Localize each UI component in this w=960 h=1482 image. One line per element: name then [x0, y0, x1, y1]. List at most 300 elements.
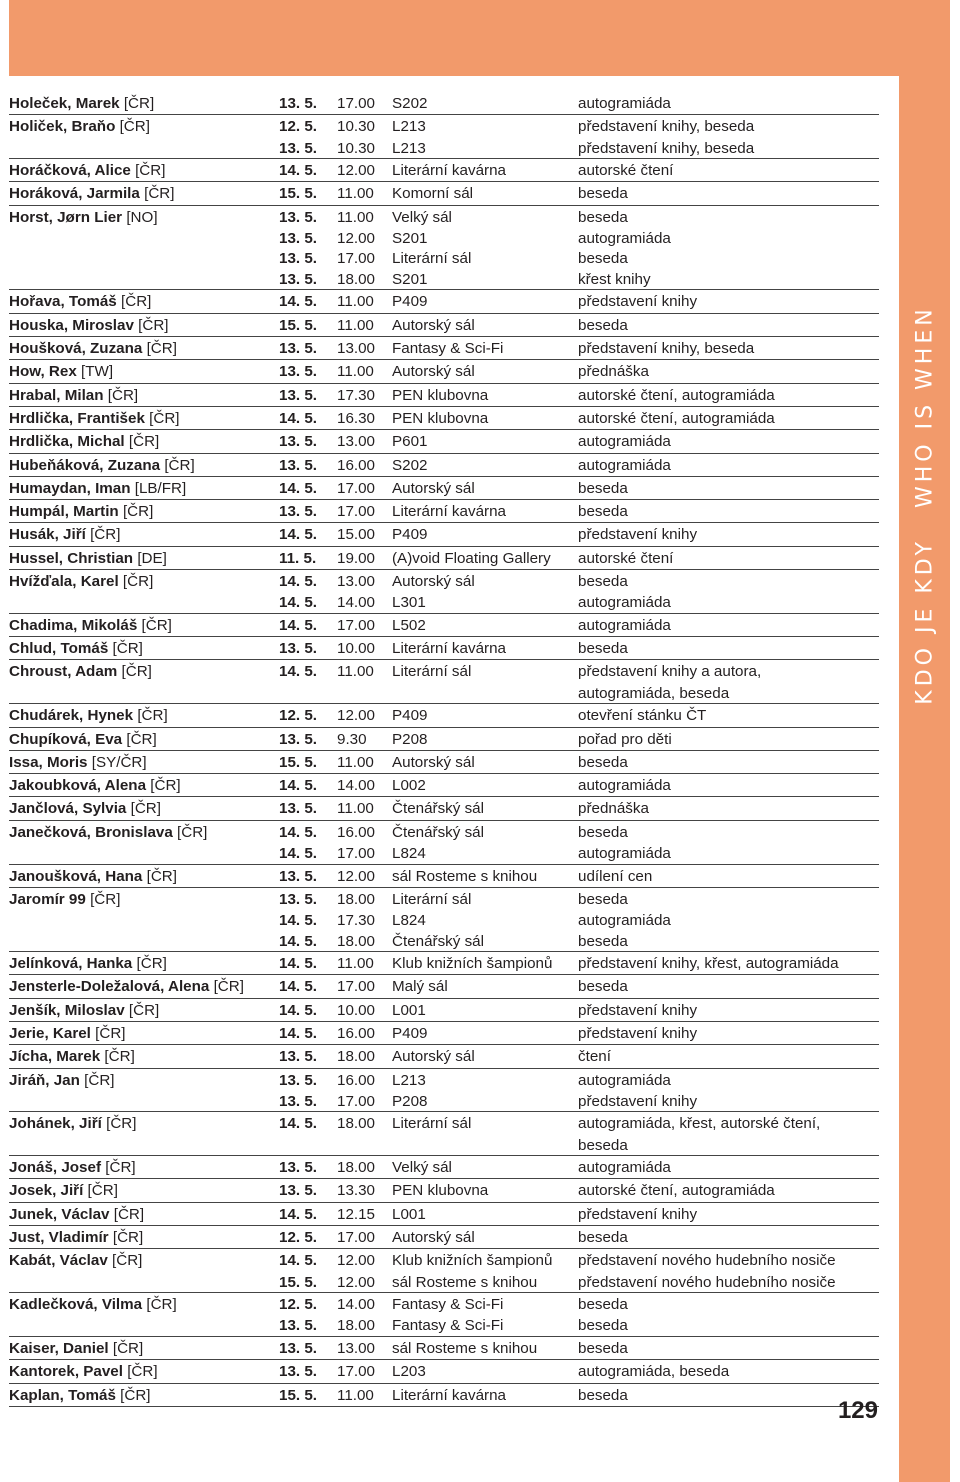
- side-banner: [913, 305, 938, 704]
- person-entry: [9, 206, 879, 291]
- person-name-text: Horáková, Jarmila: [9, 185, 140, 203]
- event-venue: L301: [392, 594, 426, 612]
- event-type: beseda: [578, 1339, 628, 1357]
- event-venue: Literární kavárna: [392, 640, 506, 658]
- event-row: [9, 501, 879, 522]
- person-name: [9, 524, 279, 545]
- person-entry: [9, 314, 879, 337]
- person-name-text: Just, Vladimír: [9, 1229, 109, 1247]
- event-date: 15. 5.: [279, 185, 317, 203]
- event-row: [9, 1227, 879, 1248]
- event-type: autogramiáda: [578, 456, 671, 474]
- person-country: [ČR]: [135, 162, 166, 180]
- person-country: [ČR]: [90, 890, 121, 908]
- event-row: [9, 361, 879, 382]
- event-time: 12.00: [337, 1273, 376, 1291]
- event-type: beseda: [578, 1136, 628, 1154]
- event-venue: P208: [392, 730, 428, 748]
- event-type: beseda: [578, 479, 628, 497]
- event-time: 17.00: [337, 503, 376, 521]
- person-country: [ČR]: [136, 955, 167, 973]
- event-date: 14. 5.: [279, 845, 317, 863]
- event-row: [9, 183, 879, 204]
- person-name: [9, 1091, 279, 1112]
- person-entry: [9, 821, 879, 865]
- event-type: autorské čtení: [578, 549, 674, 567]
- event-date: 14. 5.: [279, 777, 317, 795]
- person-name: [9, 93, 279, 114]
- person-country: [ČR]: [106, 1115, 137, 1133]
- person-entry: [9, 523, 879, 546]
- event-type: představení knihy, křest, autogramiáda: [578, 955, 839, 973]
- event-date: 14. 5.: [279, 663, 317, 681]
- event-venue: Autorský sál: [392, 1048, 475, 1066]
- event-date: 14. 5.: [279, 823, 317, 841]
- person-name: [9, 729, 279, 750]
- person-entry: [9, 570, 879, 614]
- person-name-text: Jenšík, Miloslav: [9, 1001, 125, 1019]
- event-time: 12.00: [337, 229, 376, 247]
- event-venue: Komorní sál: [392, 185, 474, 203]
- event-row: [9, 1070, 879, 1091]
- event-date: 13. 5.: [279, 250, 317, 268]
- event-time: 13.00: [337, 340, 376, 358]
- event-date: 13. 5.: [279, 800, 317, 818]
- person-name-text: Kaplan, Tomáš: [9, 1386, 116, 1404]
- event-type: beseda: [578, 640, 628, 658]
- person-country: [ČR]: [113, 1205, 145, 1223]
- person-country: [ČR]: [119, 118, 150, 136]
- event-row: [9, 338, 879, 359]
- event-venue: L203: [392, 1363, 426, 1381]
- person-country: [ČR]: [104, 1048, 135, 1066]
- event-venue: sál Rosteme s knihou: [392, 1273, 538, 1291]
- person-entry: [9, 999, 879, 1022]
- event-time: 11.00: [337, 208, 374, 226]
- person-name-text: Husák, Jiří: [9, 526, 86, 544]
- person-name: [9, 752, 279, 773]
- event-type: autogramiáda: [578, 95, 671, 112]
- event-date: 13. 5.: [279, 1363, 317, 1381]
- event-time: 12.00: [337, 867, 376, 885]
- event-row: [9, 291, 879, 312]
- person-country: [ČR]: [112, 1229, 144, 1247]
- event-venue: Autorský sál: [392, 1229, 475, 1247]
- person-name: [9, 501, 279, 522]
- person-entry: [9, 975, 879, 998]
- person-name: [9, 910, 279, 931]
- person-entry: [9, 384, 879, 407]
- event-date: 14. 5.: [279, 1025, 317, 1042]
- person-country: [NO]: [126, 208, 158, 226]
- person-name: [9, 248, 279, 269]
- person-name-text: Houska, Miroslav: [9, 316, 134, 334]
- event-type: autogramiáda, křest, autorské čtení,: [578, 1115, 821, 1133]
- event-date: 13. 5.: [279, 229, 317, 247]
- event-venue: Velký sál: [392, 208, 452, 226]
- person-name: [9, 338, 279, 359]
- person-name: [9, 1204, 279, 1225]
- event-date: 13. 5.: [279, 340, 317, 358]
- event-row: [9, 822, 879, 843]
- event-date: 13. 5.: [279, 1182, 317, 1200]
- event-type: autogramiáda: [578, 1071, 671, 1089]
- person-entry: [9, 865, 879, 888]
- event-row: [9, 910, 879, 931]
- person-country: [ČR]: [126, 730, 157, 748]
- event-type: beseda: [578, 890, 628, 908]
- event-venue: Autorský sál: [392, 316, 475, 334]
- person-name-text: Chadima, Mikoláš: [9, 616, 138, 634]
- event-venue: PEN klubovna: [392, 1182, 489, 1200]
- event-row: [9, 1000, 879, 1021]
- event-row: [9, 431, 879, 452]
- person-name: [9, 1180, 279, 1201]
- event-row: [9, 775, 879, 796]
- event-time: 10.30: [337, 139, 376, 157]
- event-row: [9, 705, 879, 726]
- event-date: 14. 5.: [279, 1205, 317, 1223]
- person-name: [9, 431, 279, 452]
- person-country: [ČR]: [164, 456, 195, 474]
- person-name-text: Janoušková, Hana: [9, 867, 143, 885]
- person-entry: [9, 1249, 879, 1293]
- event-row: [9, 976, 879, 997]
- person-country: [SY/ČR]: [91, 753, 147, 771]
- person-name: [9, 592, 279, 613]
- event-date: 13. 5.: [279, 433, 317, 451]
- event-row: [9, 385, 879, 406]
- event-date: 13. 5.: [279, 270, 317, 288]
- event-date: 14. 5.: [279, 573, 317, 591]
- event-type: beseda: [578, 823, 628, 841]
- person-entry: [9, 952, 879, 975]
- event-time: 11.00: [337, 663, 374, 681]
- person-entry: [9, 1360, 879, 1383]
- event-row: [9, 1315, 879, 1336]
- person-name-text: Hussel, Christian: [9, 549, 134, 567]
- event-venue: Literární kavárna: [392, 1386, 506, 1404]
- event-type: beseda: [578, 932, 628, 950]
- person-country: [ČR]: [123, 95, 155, 112]
- event-venue: Čtenářský sál: [392, 932, 485, 950]
- event-date: 13. 5.: [279, 730, 317, 748]
- event-type: autogramiáda: [578, 433, 671, 451]
- event-type: představení nového hudebního nosiče: [578, 1273, 836, 1291]
- person-entry: [9, 1384, 879, 1407]
- event-type: autorské čtení: [578, 162, 674, 180]
- person-name: [9, 291, 279, 312]
- event-date: 12. 5.: [279, 707, 317, 725]
- person-entry: [9, 1069, 879, 1113]
- event-venue: sál Rosteme s knihou: [392, 867, 538, 885]
- event-venue: PEN klubovna: [392, 386, 489, 404]
- person-name-text: Hrabal, Milan: [9, 386, 104, 404]
- event-time: 18.00: [337, 270, 376, 288]
- event-row: [9, 953, 879, 974]
- event-time: 17.30: [337, 912, 376, 930]
- person-country: [ČR]: [107, 386, 139, 404]
- person-country: [ČR]: [149, 409, 180, 427]
- event-time: 18.00: [337, 1048, 376, 1066]
- event-venue: S202: [392, 95, 428, 112]
- event-row: [9, 269, 879, 290]
- event-row: [9, 455, 879, 476]
- event-row: [9, 1180, 879, 1201]
- event-type: představení knihy: [578, 1092, 698, 1110]
- person-entry: [9, 430, 879, 453]
- event-date: 12. 5.: [279, 1229, 317, 1247]
- event-date: 13. 5.: [279, 1339, 317, 1357]
- event-row: [9, 524, 879, 545]
- event-venue: Autorský sál: [392, 479, 475, 497]
- event-date: [279, 1135, 337, 1156]
- person-name-text: Chlud, Tomáš: [9, 640, 109, 658]
- event-type: představení knihy, beseda: [578, 139, 755, 157]
- person-country: [ČR]: [138, 316, 169, 334]
- person-country: [ČR]: [150, 777, 181, 795]
- event-row: [9, 683, 879, 704]
- event-type: beseda: [578, 978, 628, 996]
- person-name-text: Jensterle-Doležalová, Alena: [9, 978, 210, 996]
- event-venue: L213: [392, 139, 426, 157]
- event-time: 11.00: [337, 316, 374, 334]
- person-name-text: Humpál, Martin: [9, 503, 119, 521]
- person-entry: [9, 797, 879, 820]
- event-type: představení knihy, beseda: [578, 340, 755, 358]
- event-time: 13.30: [337, 1182, 376, 1200]
- event-venue: Čtenářský sál: [392, 800, 485, 818]
- event-time: 18.00: [337, 890, 376, 908]
- event-date: 14. 5.: [279, 616, 317, 634]
- event-row: [9, 138, 879, 159]
- event-time: 10.00: [337, 1001, 376, 1019]
- person-country: [TW]: [81, 363, 114, 381]
- person-country: [ČR]: [144, 185, 175, 203]
- event-venue: L824: [392, 845, 426, 863]
- event-time: 16.00: [337, 456, 376, 474]
- event-time: 17.00: [337, 1229, 376, 1247]
- person-name-text: Chudárek, Hynek: [9, 707, 134, 725]
- event-venue: Literární sál: [392, 1115, 472, 1133]
- event-time: 17.00: [337, 95, 376, 112]
- person-entry: [9, 290, 879, 313]
- event-type: přednáška: [578, 363, 649, 381]
- event-time: 13.00: [337, 433, 376, 451]
- event-type: představení nového hudebního nosiče: [578, 1252, 836, 1270]
- person-country: [ČR]: [87, 1182, 118, 1200]
- person-name-text: Janečková, Bronislava: [9, 823, 173, 841]
- person-name-text: Horst, Jørn Lier: [9, 208, 123, 226]
- person-entry: [9, 614, 879, 637]
- person-name: [9, 1250, 279, 1271]
- person-entry: [9, 182, 879, 205]
- person-entry: [9, 1112, 879, 1156]
- person-country: [ČR]: [105, 1159, 136, 1177]
- person-country: [DE]: [137, 549, 167, 567]
- event-row: [9, 638, 879, 659]
- event-time: 11.00: [337, 1386, 374, 1404]
- person-entry: [9, 1226, 879, 1249]
- event-row: [9, 615, 879, 636]
- person-name-text: Humaydan, Iman: [9, 479, 131, 497]
- event-time: 17.00: [337, 479, 376, 497]
- event-time: 17.00: [337, 1363, 376, 1381]
- event-venue: S202: [392, 456, 428, 474]
- event-type: autogramiáda, beseda: [578, 1363, 730, 1381]
- person-name: [9, 705, 279, 726]
- person-name-text: Jelínková, Hanka: [9, 955, 133, 973]
- event-venue: Literární sál: [392, 890, 472, 908]
- event-venue: Literární sál: [392, 663, 472, 681]
- person-name-text: Kaiser, Daniel: [9, 1339, 109, 1357]
- event-venue: P409: [392, 293, 428, 311]
- event-row: [9, 866, 879, 887]
- person-name: [9, 138, 279, 159]
- event-venue: Literární kavárna: [392, 503, 506, 521]
- event-row: [9, 1023, 879, 1044]
- person-country: [ČR]: [122, 503, 154, 521]
- event-row: [9, 478, 879, 499]
- event-date: 14. 5.: [279, 978, 317, 996]
- person-country: [ČR]: [90, 526, 121, 544]
- event-type: udílení cen: [578, 867, 653, 885]
- person-name: [9, 866, 279, 887]
- person-country: [ČR]: [141, 616, 172, 634]
- person-name: [9, 408, 279, 429]
- person-name: [9, 931, 279, 952]
- event-type: beseda: [578, 1229, 628, 1247]
- event-type: autogramiáda: [578, 594, 671, 612]
- person-name: [9, 361, 279, 382]
- person-country: [ČR]: [121, 663, 152, 681]
- event-time: 11.00: [337, 185, 374, 203]
- person-name: [9, 822, 279, 843]
- event-date: 13. 5.: [279, 1159, 317, 1177]
- person-entry: [9, 407, 879, 430]
- event-row: [9, 1361, 879, 1382]
- person-name: [9, 976, 279, 997]
- event-date: 13. 5.: [279, 456, 317, 474]
- event-time: 14.00: [337, 777, 376, 795]
- event-type: beseda: [578, 573, 628, 591]
- person-name: [9, 269, 279, 290]
- event-type: autogramiáda: [578, 1159, 671, 1177]
- event-time: 16.00: [337, 823, 376, 841]
- person-name-text: Jícha, Marek: [9, 1048, 101, 1066]
- event-type: beseda: [578, 1386, 628, 1404]
- side-banner-english: WHO IS WHEN: [912, 305, 938, 509]
- event-row: [9, 592, 879, 613]
- event-venue: [392, 1135, 578, 1156]
- person-name: [9, 889, 279, 910]
- person-country: [ČR]: [120, 1386, 151, 1404]
- event-row: [9, 1294, 879, 1315]
- event-venue: L001: [392, 1001, 426, 1019]
- person-country: [ČR]: [112, 1339, 144, 1357]
- event-time: 11.00: [337, 363, 374, 381]
- person-name: [9, 548, 279, 569]
- event-type: představení knihy: [578, 293, 698, 311]
- person-name: [9, 1315, 279, 1336]
- person-name: [9, 1000, 279, 1021]
- event-date: 12. 5.: [279, 1296, 317, 1314]
- event-time: [337, 1135, 392, 1156]
- event-date: 14. 5.: [279, 526, 317, 544]
- person-entry: [9, 500, 879, 523]
- event-type: autogramiáda: [578, 912, 671, 930]
- event-date: 14. 5.: [279, 479, 317, 497]
- event-type: křest knihy: [578, 270, 651, 288]
- event-venue: Malý sál: [392, 978, 448, 996]
- event-type: představení knihy: [578, 1205, 698, 1223]
- event-date: 13. 5.: [279, 1071, 317, 1089]
- event-time: 16.30: [337, 409, 376, 427]
- person-country: [ČR]: [146, 867, 177, 885]
- person-name-text: Jančlová, Sylvia: [9, 800, 127, 818]
- event-row: [9, 1250, 879, 1271]
- event-row: [9, 1046, 879, 1067]
- event-type: autorské čtení, autogramiáda: [578, 386, 775, 404]
- person-name-text: Jiráň, Jan: [9, 1071, 80, 1089]
- event-time: 12.00: [337, 162, 376, 180]
- side-accent-band: [899, 76, 950, 1482]
- person-name-text: Johánek, Jiří: [9, 1115, 102, 1133]
- event-date: 13. 5.: [279, 503, 317, 521]
- person-name: [9, 953, 279, 974]
- event-row: [9, 752, 879, 773]
- event-venue: L824: [392, 912, 426, 930]
- event-venue: Autorský sál: [392, 753, 475, 771]
- event-venue: PEN klubovna: [392, 409, 489, 427]
- person-name-text: Kadlečková, Vilma: [9, 1296, 143, 1314]
- event-type: beseda: [578, 753, 628, 771]
- event-date: 13. 5.: [279, 139, 317, 157]
- event-time: 10.30: [337, 118, 376, 136]
- event-time: 16.00: [337, 1071, 376, 1089]
- person-country: [ČR]: [146, 340, 177, 358]
- person-name-text: Hubeňáková, Zuzana: [9, 456, 161, 474]
- event-type: představení knihy, beseda: [578, 118, 755, 136]
- event-time: 19.00: [337, 549, 376, 567]
- event-type: autogramiáda, beseda: [578, 684, 730, 702]
- event-venue: L502: [392, 616, 426, 634]
- event-row: [9, 798, 879, 819]
- person-name: [9, 1294, 279, 1315]
- event-row: [9, 1157, 879, 1178]
- person-name: [9, 228, 279, 249]
- event-venue: Fantasy & Sci-Fi: [392, 1296, 504, 1314]
- person-name-text: Horáčková, Alice: [9, 162, 131, 180]
- event-date: 13. 5.: [279, 1048, 317, 1066]
- event-type: beseda: [578, 250, 628, 268]
- event-type: beseda: [578, 208, 628, 226]
- event-row: [9, 661, 879, 682]
- event-date: 14. 5.: [279, 912, 317, 930]
- event-venue: S201: [392, 270, 428, 288]
- event-date: 15. 5.: [279, 316, 317, 334]
- event-time: 12.00: [337, 1252, 376, 1270]
- person-country: [ČR]: [122, 573, 154, 591]
- person-country: [LB/FR]: [134, 479, 187, 497]
- event-time: 17.00: [337, 1092, 376, 1110]
- event-row: [9, 843, 879, 864]
- person-name: [9, 183, 279, 204]
- event-date: 14. 5.: [279, 1115, 317, 1133]
- person-name-text: Hrdlička, František: [9, 409, 145, 427]
- event-time: 18.00: [337, 1159, 376, 1177]
- person-country: [ČR]: [112, 640, 143, 658]
